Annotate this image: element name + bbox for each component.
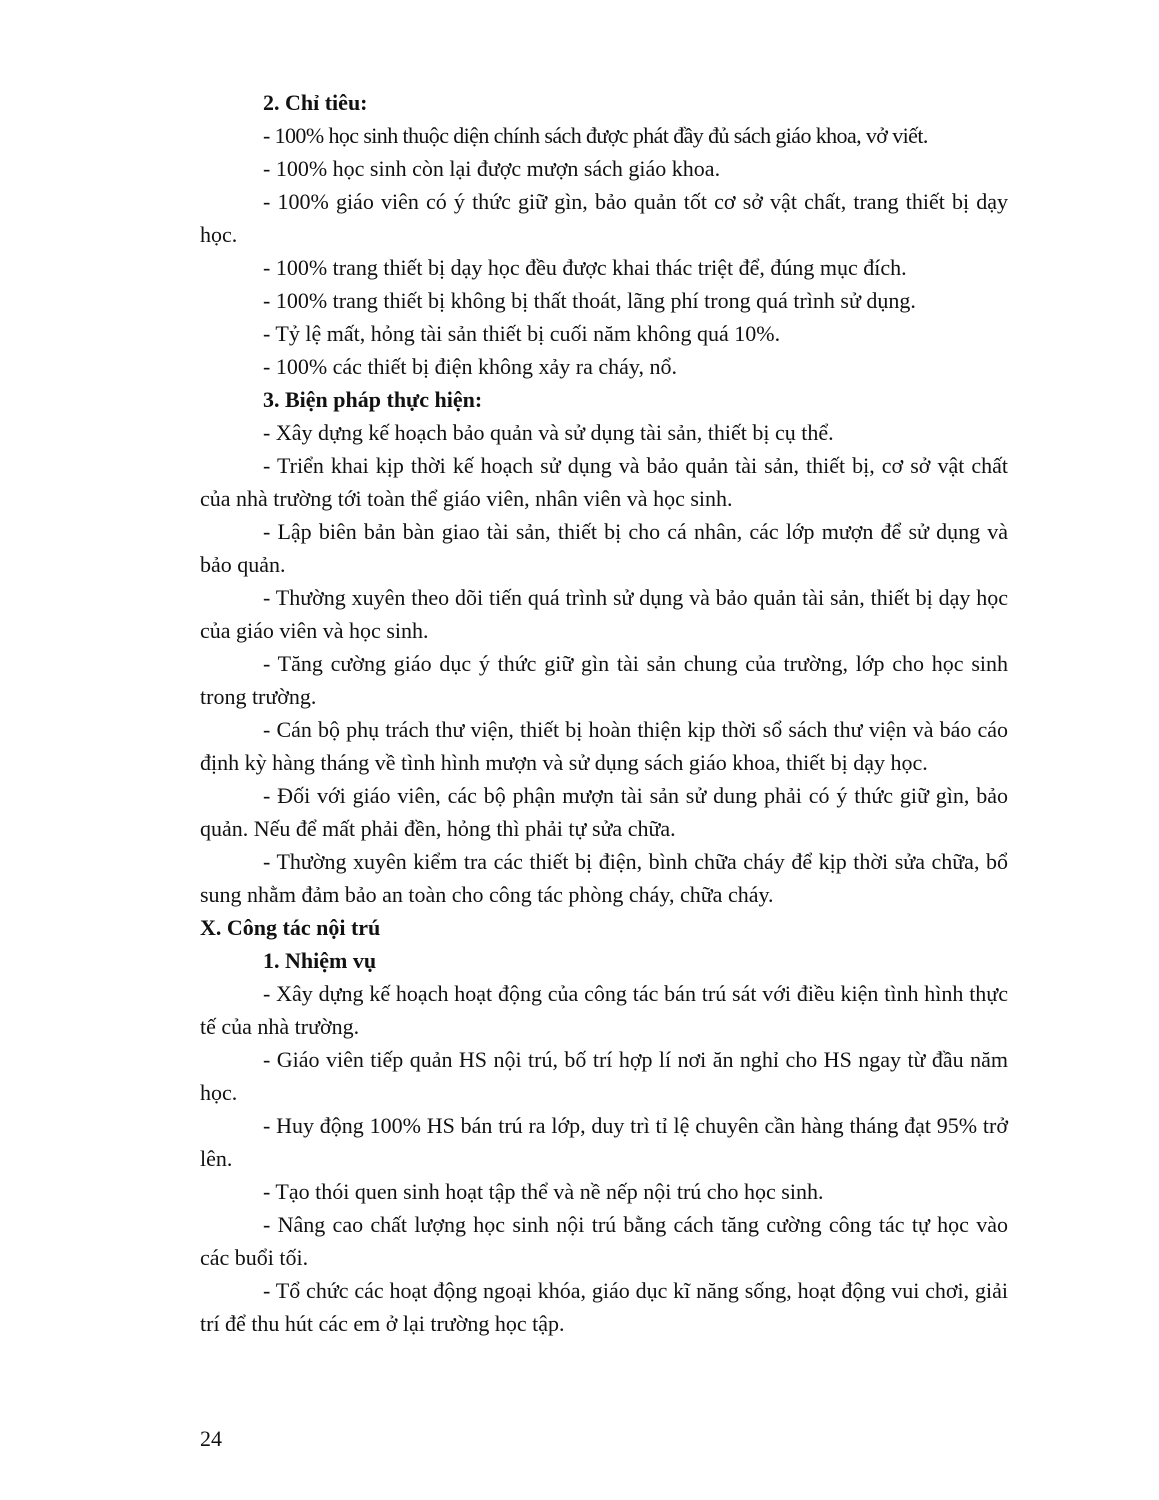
paragraph: - Tỷ lệ mất, hỏng tài sản thiết bị cuối năm không quá 10%. — [263, 321, 781, 346]
paragraph: - Tạo thói quen sinh hoạt tập thể và nề nếp nội trú cho học sinh. — [263, 1179, 824, 1204]
paragraph: - 100% trang thiết bị không bị thất thoát, lãng phí trong quá trình sử dụng. — [263, 288, 916, 313]
paragraph: - 100% giáo viên có ý thức giữ gìn, bảo quản tốt cơ sở vật chất, trang thiết bị dạy học. — [200, 189, 1008, 247]
paragraph: - Cán bộ phụ trách thư viện, thiết bị hoàn thiện kịp thời sổ sách thư viện và báo cáo định kỳ hàng tháng về tình hình mượn và sử dụng sách giáo khoa, thiết bị dạy học. — [200, 717, 1008, 775]
paragraph: - 100% trang thiết bị dạy học đều được khai thác triệt để, đúng mục đích. — [263, 255, 907, 280]
paragraph: - Xây dựng kế hoạch bảo quản và sử dụng tài sản, thiết bị cụ thể. — [263, 420, 834, 445]
paragraph: - Huy động 100% HS bán trú ra lớp, duy trì tỉ lệ chuyên cần hàng tháng đạt 95% trở lên. — [200, 1113, 1008, 1171]
paragraph: - Triển khai kịp thời kế hoạch sử dụng và bảo quản tài sản, thiết bị, cơ sở vật chất của nhà trường tới toàn thể giáo viên, nhân viên và học sinh. — [200, 453, 1008, 511]
section-heading-bien-phap: 3. Biện pháp thực hiện: — [263, 387, 483, 412]
subsection-heading-nhiem-vu: 1. Nhiệm vụ — [263, 948, 377, 973]
paragraph: - 100% các thiết bị điện không xảy ra cháy, nổ. — [263, 354, 677, 379]
paragraph: - Nâng cao chất lượng học sinh nội trú bằng cách tăng cường công tác tự học vào các buổi tối. — [200, 1212, 1008, 1270]
paragraph: - Thường xuyên theo dõi tiến quá trình sử dụng và bảo quản tài sản, thiết bị dạy học của giáo viên và học sinh. — [200, 585, 1008, 643]
paragraph: - 100% học sinh còn lại được mượn sách giáo khoa. — [263, 156, 721, 181]
paragraph: - Tăng cường giáo dục ý thức giữ gìn tài sản chung của trường, lớp cho học sinh trong trường. — [200, 651, 1008, 709]
paragraph: - Xây dựng kế hoạch hoạt động của công tác bán trú sát với điều kiện tình hình thực tế của nhà trường. — [200, 981, 1008, 1039]
paragraph: - Tổ chức các hoạt động ngoại khóa, giáo dục kĩ năng sống, hoạt động vui chơi, giải trí để thu hút các em ở lại trường học tập. — [200, 1278, 1008, 1336]
section-heading-chi-tieu: 2. Chỉ tiêu: — [263, 90, 368, 115]
paragraph: - Đối với giáo viên, các bộ phận mượn tài sản sử dung phải có ý thức giữ gìn, bảo quản. Nếu để mất phải đền, hỏng thì phải tự sửa chữa. — [200, 783, 1008, 841]
document-page — [200, 86, 1008, 1340]
paragraph: - Thường xuyên kiểm tra các thiết bị điện, bình chữa cháy để kịp thời sửa chữa, bổ sung nhằm đảm bảo an toàn cho công tác phòng cháy, chữa cháy. — [200, 849, 1008, 907]
paragraph: - 100% học sinh thuộc diện chính sách được phát đầy đủ sách giáo khoa, vở viết. — [263, 123, 928, 148]
section-heading-cong-tac-noi-tru: X. Công tác nội trú — [200, 915, 381, 940]
paragraph: - Giáo viên tiếp quản HS nội trú, bố trí hợp lí nơi ăn nghỉ cho HS ngay từ đầu năm học. — [200, 1047, 1008, 1105]
page-number: 24 — [200, 1426, 222, 1451]
paragraph: - Lập biên bản bàn giao tài sản, thiết bị cho cá nhân, các lớp mượn để sử dụng và bảo quản. — [200, 519, 1008, 577]
